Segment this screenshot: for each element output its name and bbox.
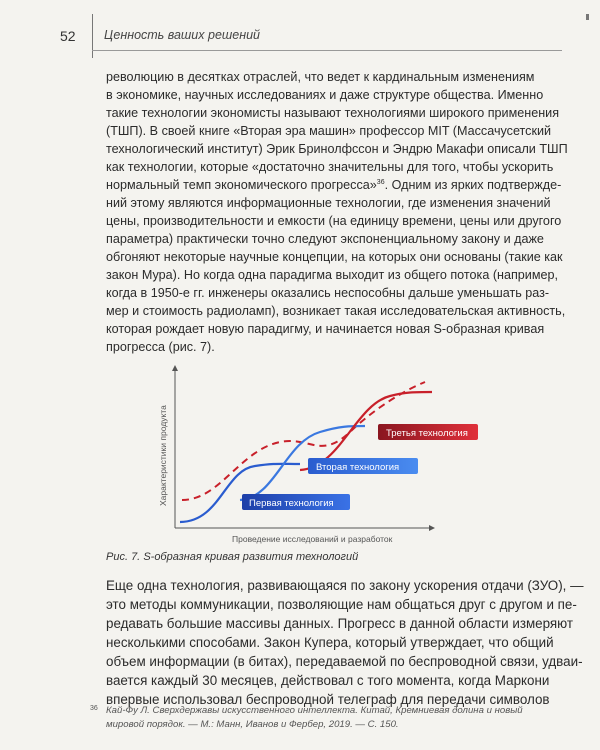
text-line: в экономике, научных исследованиях и даже структуре общества. Именно (106, 88, 544, 102)
footnote-reference: 36 (376, 178, 385, 186)
text-line: которая рождает новую парадигму, и начинается новая S-образная кривая (106, 322, 545, 336)
text-line: обгоняют некоторые научные концепции, на которых они основаны (такие как (106, 250, 563, 264)
text-line: редавать большие массивы данных. Прогресс в данной области измеряют (106, 616, 574, 631)
running-title: Ценность ваших решений (104, 28, 260, 42)
footnote-line: мировой порядок. — М.: Манн, Иванов и Фербер, 2019. — С. 150. (106, 719, 399, 730)
text-line: как технологии, которые «достаточно значительны для того, чтобы ускорить (106, 160, 554, 174)
body-paragraph-bottom (106, 576, 584, 709)
page-number: 52 (60, 28, 76, 44)
text-line: объем информации (в битах), передаваемой по беспроводной связи, удваи- (106, 654, 583, 669)
footnote-line: Кай-Фу Л. Сверхдержавы искусственного интеллекта. Китай, Кремниевая долина и новый (106, 705, 523, 716)
text-line: (ТШП). В своей книге «Вторая эра машин» профессор MIT (Массачусетский (106, 124, 552, 138)
text-line: революцию в десятках отраслей, что ведет к кардинальным изменениям (106, 70, 535, 84)
text-line-with-footnote (106, 176, 562, 194)
text-line: прогресса (рис. 7). (106, 340, 215, 354)
header-vertical-rule (92, 14, 93, 58)
legend-label-third: Третья технология (386, 428, 468, 439)
text-line: несколькими способами. Закон Купера, который утверждает, что общий (106, 635, 554, 650)
footnote (90, 704, 546, 732)
y-axis-label: Характеристики продукта (158, 405, 168, 506)
text-fragment: . Одним из ярких подтвержде- (384, 178, 562, 192)
text-line: мер и стоимость радиоламп), возникает такая исследовательская активность, (106, 304, 566, 318)
figure-caption (106, 551, 358, 563)
body-paragraph-top (106, 68, 568, 356)
legend-label-second: Вторая технология (316, 462, 400, 473)
text-line: это методы коммуникации, позволяющие нам общаться друг с другом и пе- (106, 597, 577, 612)
footnote-mark: 36 (90, 705, 98, 712)
caption-label: Рис. 7. (106, 551, 141, 563)
text-line: когда в 1950-е гг. инженеры оказались неспособны дальше уменьшать раз- (106, 286, 550, 300)
text-line: ний этому являются информационные технологии, где изменения значений (106, 196, 551, 210)
text-line: технологический институт) Эрик Бринолфссон и Эндрю Макафи описали ТШП (106, 142, 568, 156)
series-curve-first (180, 464, 300, 522)
s-curve-figure (150, 360, 468, 550)
x-axis-label: Проведение исследований и разработок (232, 534, 393, 544)
text-line: закон Мура). Но когда одна парадигма выходит из общего потока (например, (106, 268, 558, 282)
text-line: впервые использовал беспроводной телеграф для передачи символов (106, 692, 550, 707)
text-line: Еще одна технология, развивающаяся по закону ускорения отдачи (ЗУО), — (106, 578, 584, 593)
edge-mark (586, 14, 589, 20)
text-line: параметра) практически точно следуют экспоненциальному закону и даже (106, 232, 544, 246)
page-header (0, 0, 600, 62)
caption-text: S-образная кривая развития технологий (143, 551, 359, 563)
s-curve-chart (150, 360, 468, 550)
text-fragment: нормальный темп экономического прогресса» (106, 178, 377, 192)
text-line: вается каждый 30 месяцев, действовал с того момента, когда Маркони (106, 673, 550, 688)
text-line: цены, производительности и емкости (на единицу времени, цены или другого (106, 214, 562, 228)
legend-label-first: Первая технология (249, 498, 334, 509)
header-horizontal-rule (92, 50, 562, 51)
text-line: такие технологии экономисты называют технологиями широкого применения (106, 106, 560, 120)
